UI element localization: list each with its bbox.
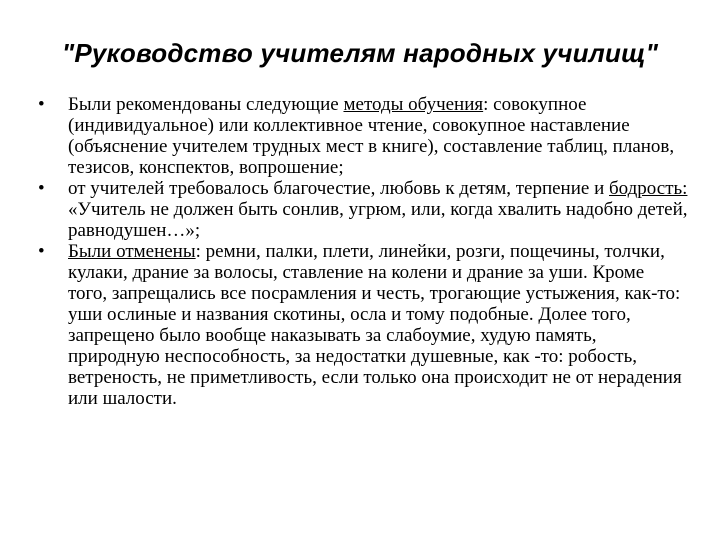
bullet-text-pre: от учителей требовалось благочестие, любовь к детям, терпение и [68, 178, 609, 199]
bullet-text-underlined: бодрость: [609, 178, 688, 199]
slide-title: "Руководство учителям народных училищ" [61, 38, 659, 68]
bullet-item-methods [38, 94, 688, 178]
bullet-text-post: «Учитель не должен быть сонлив, угрюм, или, когда хвалить надобно детей, равнодушен…»; [68, 199, 688, 241]
bullet-icon: • [38, 94, 45, 115]
bullet-icon: • [38, 178, 45, 199]
bullet-text-post: : ремни, палки, плети, линейки, розги, пощечины, толчки, кулаки, драние за волосы, ставление на колени и драние за уши. Кроме того, запрещались все посрамления и честь, трогающие устыжения, как-то: уши ослиные и названия скотины, осла и тому подобные. Долее того, запрещено было вообще наказывать за слабоумие, худую память, природную неспособность, за недостатки душевные, как -то: робость, ветреность, не приметливость, если только она происходит не от нерадения или шалости. [68, 241, 682, 409]
bullet-text-underlined: Были отменены [68, 241, 196, 262]
bullet-text-pre: Были рекомендованы следующие [68, 94, 344, 115]
bullet-list [38, 94, 688, 409]
bullet-item-requirements [38, 178, 688, 241]
bullet-text-post: : совокупное (индивидуальное) или коллективное чтение, совокупное наставление (объяснение учителем трудных мест в книге), составление таблиц, планов, тезисов, конспектов, вопрошение; [68, 94, 675, 178]
bullet-text-underlined: методы обучения [343, 94, 484, 115]
bullet-item-abolished [38, 241, 688, 409]
bullet-icon: • [38, 241, 45, 262]
